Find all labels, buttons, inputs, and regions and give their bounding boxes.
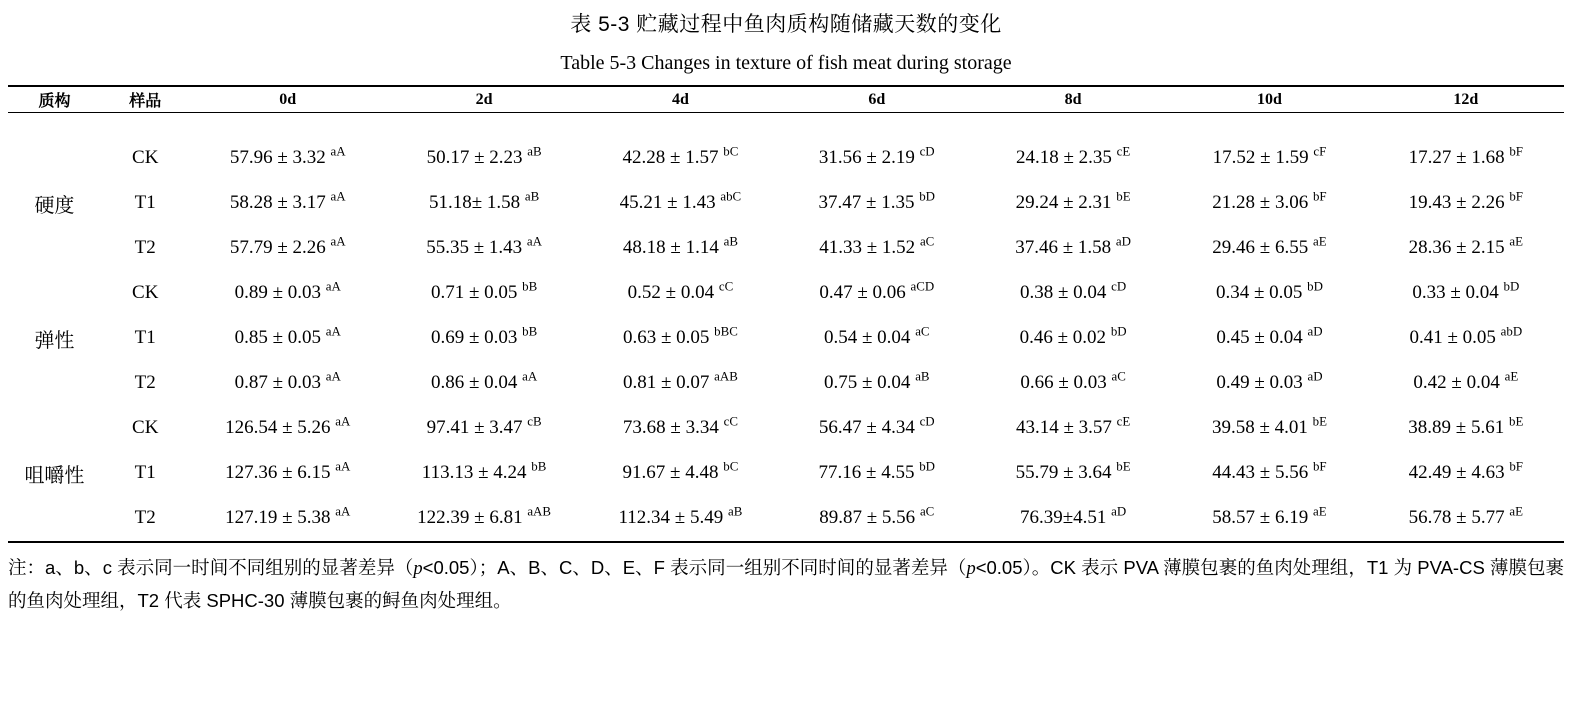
cell: 37.47 ± 1.35 $^{bD}$: [818, 188, 935, 213]
sample-label: T2: [134, 237, 156, 258]
cell: 113.13 ± 4.24 $^{bB}$: [421, 458, 547, 483]
table-row: [8, 226, 1564, 271]
significance-mark: bBC: [714, 323, 738, 339]
significance-mark: aCD: [910, 278, 935, 294]
significance-mark: bC: [723, 458, 739, 474]
cell: 50.17 ± 2.23 $^{aB}$: [426, 143, 542, 168]
cell: 21.28 ± 3.06 $^{bF}$: [1212, 188, 1327, 213]
significance-mark: bD: [919, 458, 935, 474]
header-day-4: 4d: [671, 90, 689, 108]
cell: 0.54 ± 0.04 $^{aC}$: [824, 323, 930, 348]
footnote-p-italic-2: p: [966, 559, 976, 579]
footnote-p-italic-1: p: [413, 559, 423, 579]
significance-mark: aC: [1111, 368, 1126, 384]
significance-mark: aA: [335, 503, 351, 519]
cell: 17.52 ± 1.59 $^{cF}$: [1212, 143, 1327, 168]
table-title-english: Table 5-3 Changes in texture of fish meat during storage: [560, 52, 1012, 74]
significance-mark: cD: [1111, 278, 1127, 294]
significance-mark: cD: [919, 143, 935, 159]
cell: 56.47 ± 4.34 $^{cD}$: [818, 413, 935, 438]
cell: 57.96 ± 3.32 $^{aA}$: [229, 143, 346, 168]
significance-mark: aD: [1307, 323, 1323, 339]
footnote-part-2: <0.05）；A、B、C、D、E、F 表示同一组别不同时间的显著差异（: [422, 557, 967, 578]
significance-mark: cE: [1116, 413, 1131, 429]
cell: 0.52 ± 0.04 $^{cC}$: [627, 278, 734, 303]
significance-mark: aA: [330, 233, 346, 249]
cell: 0.42 ± 0.04 $^{aE}$: [1413, 368, 1519, 393]
cell: 0.47 ± 0.06 $^{aCD}$: [819, 278, 935, 303]
cell: 38.89 ± 5.61 $^{bE}$: [1408, 413, 1524, 438]
significance-mark: aB: [727, 503, 743, 519]
significance-mark: aA: [325, 278, 341, 294]
header-day-6: 6d: [868, 90, 886, 108]
cell: 0.66 ± 0.03 $^{aC}$: [1020, 368, 1126, 393]
significance-mark: bB: [522, 278, 538, 294]
header-group: 质构: [38, 93, 71, 110]
significance-mark: cB: [527, 413, 542, 429]
cell: 28.36 ± 2.15 $^{aE}$: [1408, 233, 1523, 258]
significance-mark: aE: [1509, 233, 1523, 249]
cell: 0.86 ± 0.04 $^{aA}$: [430, 368, 538, 393]
significance-mark: aB: [527, 143, 542, 159]
cell: 45.21 ± 1.43 $^{abC}$: [619, 188, 742, 213]
significance-mark: aA: [325, 323, 341, 339]
significance-mark: aE: [1312, 233, 1327, 249]
significance-mark: aA: [335, 458, 351, 474]
significance-mark: aE: [1509, 503, 1523, 519]
significance-mark: aAB: [527, 503, 551, 519]
header-day-10: 10d: [1257, 90, 1282, 108]
cell: 0.63 ± 0.05 $^{bBC}$: [622, 323, 738, 348]
cell: 42.49 ± 4.63 $^{bF}$: [1408, 458, 1523, 483]
footnote-part-4: 的鱼肉处理组，T1 为 PVA-CS 薄膜包裹的鱼肉处理组，T2 代表 SPHC-30 薄膜包裹的鲟鱼肉处理组。: [8, 557, 1564, 612]
cell: 73.68 ± 3.34 $^{cC}$: [622, 413, 738, 438]
cell: 127.36 ± 6.15 $^{aA}$: [225, 458, 351, 483]
cell: 0.33 ± 0.04 $^{bD}$: [1412, 278, 1520, 303]
cell: 127.19 ± 5.38 $^{aA}$: [225, 503, 351, 528]
table-header-row: [8, 87, 1564, 113]
significance-mark: bF: [1312, 458, 1327, 474]
significance-mark: cC: [718, 278, 734, 294]
cell: 126.54 ± 5.26 $^{aA}$: [225, 413, 351, 438]
significance-mark: bF: [1312, 188, 1327, 204]
significance-mark: abD: [1500, 323, 1523, 339]
sample-label: CK: [132, 282, 159, 303]
significance-mark: aE: [1504, 368, 1519, 384]
table-row: [8, 451, 1564, 496]
significance-mark: cE: [1116, 143, 1131, 159]
significance-mark: aD: [1307, 368, 1323, 384]
significance-mark: aA: [526, 233, 542, 249]
table-row: [8, 361, 1564, 406]
significance-mark: aA: [522, 368, 538, 384]
significance-mark: bB: [531, 458, 547, 474]
cell: 48.18 ± 1.14 $^{aB}$: [622, 233, 738, 258]
significance-mark: aC: [919, 503, 935, 519]
table-row: [8, 181, 1564, 226]
header-day-2: 2d: [475, 90, 493, 108]
cell: 43.14 ± 3.57 $^{cE}$: [1015, 413, 1131, 438]
cell: 89.87 ± 5.56 $^{aC}$: [819, 503, 935, 528]
cell: 0.34 ± 0.05 $^{bD}$: [1215, 278, 1323, 303]
cell: 0.49 ± 0.03 $^{aD}$: [1216, 368, 1323, 393]
cell: 122.39 ± 6.81 $^{aAB}$: [417, 503, 551, 528]
cell: 24.18 ± 2.35 $^{cE}$: [1015, 143, 1131, 168]
cell: 112.34 ± 5.49 $^{aB}$: [618, 503, 743, 528]
significance-mark: bD: [1110, 323, 1127, 339]
significance-mark: aA: [335, 413, 351, 429]
sample-label: T1: [134, 192, 156, 213]
sample-label: CK: [132, 147, 159, 168]
cell: 37.46 ± 1.58 $^{aD}$: [1015, 233, 1131, 258]
cell: 56.78 ± 5.77 $^{aE}$: [1408, 503, 1523, 528]
cell: 0.46 ± 0.02 $^{bD}$: [1019, 323, 1127, 348]
sample-label: T2: [134, 372, 156, 393]
significance-mark: aC: [919, 233, 935, 249]
texture-data-table: [8, 85, 1564, 543]
significance-mark: aD: [1115, 233, 1131, 249]
significance-mark: bE: [1312, 413, 1327, 429]
significance-mark: cC: [723, 413, 738, 429]
significance-mark: aA: [330, 188, 346, 204]
cell: 19.43 ± 2.26 $^{bF}$: [1408, 188, 1523, 213]
significance-mark: bB: [522, 323, 538, 339]
cell: 57.79 ± 2.26 $^{aA}$: [229, 233, 346, 258]
cell: 29.46 ± 6.55 $^{aE}$: [1212, 233, 1327, 258]
cell: 0.81 ± 0.07 $^{aAB}$: [622, 368, 738, 393]
cell: 17.27 ± 1.68 $^{bF}$: [1408, 143, 1523, 168]
group-label-0: 硬度: [34, 194, 75, 217]
significance-mark: aC: [915, 323, 930, 339]
table-row: [8, 406, 1564, 451]
cell: 39.58 ± 4.01 $^{bE}$: [1211, 413, 1327, 438]
header-day-0: 0d: [279, 90, 297, 108]
group-label-1: 弹性: [34, 329, 75, 352]
cell: 0.69 ± 0.03 $^{bB}$: [430, 323, 538, 348]
cell: 0.45 ± 0.04 $^{aD}$: [1216, 323, 1323, 348]
table-title-chinese: 表 5-3 贮藏过程中鱼肉质构随储藏天数的变化: [570, 13, 1002, 36]
group-label-2: 咀嚼性: [24, 464, 85, 487]
significance-mark: aB: [915, 368, 930, 384]
cell: 41.33 ± 1.52 $^{aC}$: [819, 233, 935, 258]
cell: 0.71 ± 0.05 $^{bB}$: [430, 278, 538, 303]
sample-label: T1: [134, 462, 156, 483]
significance-mark: bE: [1116, 188, 1131, 204]
significance-mark: cF: [1313, 143, 1327, 159]
significance-mark: bF: [1509, 458, 1523, 474]
cell: 0.41 ± 0.05 $^{abD}$: [1409, 323, 1523, 348]
cell: 97.41 ± 3.47 $^{cB}$: [426, 413, 542, 438]
cell: 0.85 ± 0.05 $^{aA}$: [234, 323, 341, 348]
table-row: [8, 496, 1564, 542]
significance-mark: aA: [330, 143, 346, 159]
significance-mark: cD: [919, 413, 935, 429]
significance-mark: aD: [1111, 503, 1127, 519]
cell: 0.89 ± 0.03 $^{aA}$: [234, 278, 341, 303]
significance-mark: aAB: [714, 368, 738, 384]
significance-mark: aB: [723, 233, 738, 249]
cell: 0.87 ± 0.03 $^{aA}$: [234, 368, 341, 393]
header-day-8: 8d: [1064, 90, 1082, 108]
significance-mark: bF: [1509, 188, 1523, 204]
significance-mark: bF: [1509, 143, 1523, 159]
table-footnote: [8, 543, 1564, 618]
significance-mark: bE: [1116, 458, 1131, 474]
significance-mark: bD: [919, 188, 935, 204]
table-row: [8, 316, 1564, 361]
cell: 55.79 ± 3.64 $^{bE}$: [1015, 458, 1131, 483]
cell: 55.35 ± 1.43 $^{aA}$: [426, 233, 542, 258]
significance-mark: aB: [524, 188, 540, 204]
cell: 91.67 ± 4.48 $^{bC}$: [622, 458, 739, 483]
cell: 29.24 ± 2.31 $^{bE}$: [1015, 188, 1131, 213]
significance-mark: abC: [720, 188, 742, 204]
sample-label: T2: [134, 507, 156, 528]
footnote-part-1: 注：a、b、c 表示同一时间不同组别的显著差异（: [8, 557, 414, 578]
cell: 0.75 ± 0.04 $^{aB}$: [824, 368, 930, 393]
significance-mark: bC: [723, 143, 739, 159]
sample-label: CK: [132, 417, 159, 438]
header-sample: 样品: [129, 93, 162, 110]
header-day-12: 12d: [1453, 90, 1479, 108]
significance-mark: aA: [325, 368, 341, 384]
table-row: [8, 271, 1564, 316]
cell: 77.16 ± 4.55 $^{bD}$: [818, 458, 935, 483]
cell: 0.38 ± 0.04 $^{cD}$: [1019, 278, 1127, 303]
significance-mark: bD: [1307, 278, 1323, 294]
significance-mark: bE: [1508, 413, 1524, 429]
significance-mark: aE: [1312, 503, 1327, 519]
footnote-part-3: <0.05）。CK 表示 PVA 薄膜包裹: [975, 557, 1238, 578]
sample-label: T1: [134, 327, 156, 348]
table-row: [8, 136, 1564, 181]
cell: 42.28 ± 1.57 $^{bC}$: [622, 143, 739, 168]
cell: 51.18± 1.58 $^{aB}$: [428, 188, 540, 213]
cell: 58.57 ± 6.19 $^{aE}$: [1212, 503, 1327, 528]
cell: 31.56 ± 2.19 $^{cD}$: [818, 143, 935, 168]
cell: 44.43 ± 5.56 $^{bF}$: [1212, 458, 1327, 483]
cell: 58.28 ± 3.17 $^{aA}$: [229, 188, 346, 213]
cell: 76.39±4.51 $^{aD}$: [1019, 503, 1127, 528]
significance-mark: bD: [1503, 278, 1520, 294]
